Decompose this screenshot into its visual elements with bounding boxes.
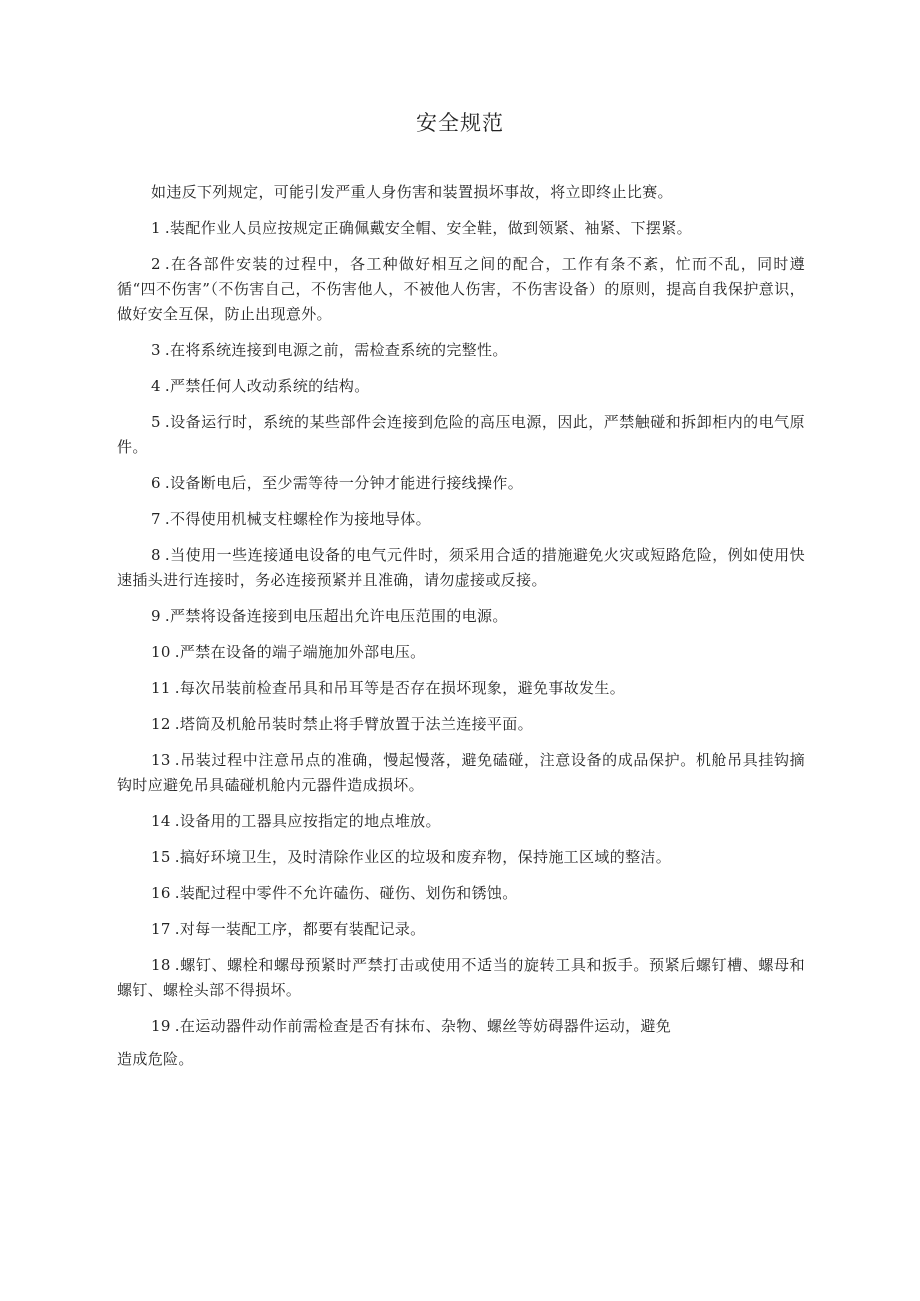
rule-text: .不得使用机械支柱螺栓作为接地导体。 — [164, 510, 431, 528]
rule-item — [117, 917, 805, 942]
rule-item — [117, 507, 805, 532]
rule-text: .吊装过程中注意吊点的准确，慢起慢落，避免磕碰，注意设备的成品保护。机舱吊具挂钩摘钩时应避免吊具磕碰机舱内元器件造成损坏。 — [117, 751, 805, 794]
rule-item — [117, 471, 805, 496]
rule-item — [117, 338, 805, 363]
rule-text: .在将系统连接到电源之前，需检查系统的完整性。 — [164, 341, 508, 359]
rule-item — [117, 543, 805, 593]
rule-text: .塔筒及机舱吊装时禁止将手臂放置于法兰连接平面。 — [174, 715, 533, 733]
rule-number: 11 — [151, 679, 171, 697]
rule-number: 3 — [151, 341, 161, 359]
rule-text: .螺钉、螺栓和螺母预紧时严禁打击或使用不适当的旋转工具和扳手。预紧后螺钉槽、螺母和螺钉、螺栓头部不得损坏。 — [117, 956, 805, 999]
rule-continuation: 造成危险。 — [117, 1050, 194, 1068]
rule-number: 10 — [151, 643, 171, 661]
rule-number: 19 — [151, 1017, 171, 1035]
rule-item — [117, 845, 805, 870]
intro-paragraph: 如违反下列规定，可能引发严重人身伤害和装置损坏事故，将立即终止比赛。 — [151, 183, 673, 201]
rule-item — [117, 1014, 805, 1039]
rule-text: .搞好环境卫生，及时清除作业区的垃圾和废弃物，保持施工区域的整洁。 — [174, 848, 672, 866]
rule-text: .设备断电后，至少需等待一分钟才能进行接线操作。 — [164, 474, 524, 492]
document-body — [117, 180, 805, 1072]
rule-number: 13 — [151, 751, 171, 769]
rule-item — [117, 410, 805, 460]
page-title: 安全规范 — [416, 111, 504, 135]
rule-number: 8 — [151, 546, 161, 564]
rule-item — [117, 374, 805, 399]
rule-number: 1 — [151, 219, 161, 237]
rule-text: .每次吊装前检查吊具和吊耳等是否存在损坏现象，避免事故发生。 — [174, 679, 626, 697]
rule-item — [117, 748, 805, 798]
rule-number: 6 — [151, 474, 161, 492]
rule-text: .在各部件安装的过程中，各工种做好相互之间的配合，工作有条不紊，忙而不乱，同时遵循“四不伤害”（不伤害自己，不伤害他人，不被他人伤害，不伤害设备）的原则，提高自我保护意识，做好安全互保，防止出现意外。 — [117, 255, 805, 323]
rule-text: .设备运行时，系统的某些部件会连接到危险的高压电源，因此，严禁触碰和拆卸柜内的电气原件。 — [117, 413, 805, 456]
rule-number: 14 — [151, 812, 171, 830]
rule-text: .在运动器件动作前需检查是否有抹布、杂物、螺丝等妨碍器件运动，避免 — [174, 1017, 672, 1035]
rule-item — [117, 604, 805, 629]
rule-item — [117, 252, 805, 327]
rule-number: 18 — [151, 956, 171, 974]
rule-number: 4 — [151, 377, 161, 395]
rule-item — [117, 881, 805, 906]
rule-number: 7 — [151, 510, 161, 528]
rule-text: .装配过程中零件不允许磕伤、碰伤、划伤和锈蚀。 — [174, 884, 518, 902]
rule-number: 12 — [151, 715, 171, 733]
rule-text: .装配作业人员应按规定正确佩戴安全帽、安全鞋，做到领紧、袖紧、下摆紧。 — [164, 219, 692, 237]
rule-number: 17 — [151, 920, 171, 938]
rule-text: .严禁任何人改动系统的结构。 — [164, 377, 370, 395]
rule-item — [117, 676, 805, 701]
rule-number: 2 — [151, 255, 161, 273]
rule-number: 9 — [151, 607, 161, 625]
rule-item — [117, 953, 805, 1003]
rule-item — [117, 712, 805, 737]
rule-number: 5 — [151, 413, 161, 431]
rule-item — [117, 809, 805, 834]
rule-text: .对每一装配工序，都要有装配记录。 — [174, 920, 426, 938]
rule-number: 15 — [151, 848, 171, 866]
rule-number: 16 — [151, 884, 171, 902]
rule-text: .设备用的工器具应按指定的地点堆放。 — [174, 812, 441, 830]
rule-text: .严禁将设备连接到电压超出允许电压范围的电源。 — [164, 607, 508, 625]
rule-item — [117, 216, 805, 241]
rule-item — [117, 640, 805, 665]
rule-text: .当使用一些连接通电设备的电气元件时，须采用合适的措施避免火灾或短路危险，例如使用快速插头进行连接时，务必连接预紧并且准确，请勿虚接或反接。 — [117, 546, 805, 589]
rule-text: .严禁在设备的端子端施加外部电压。 — [174, 643, 426, 661]
